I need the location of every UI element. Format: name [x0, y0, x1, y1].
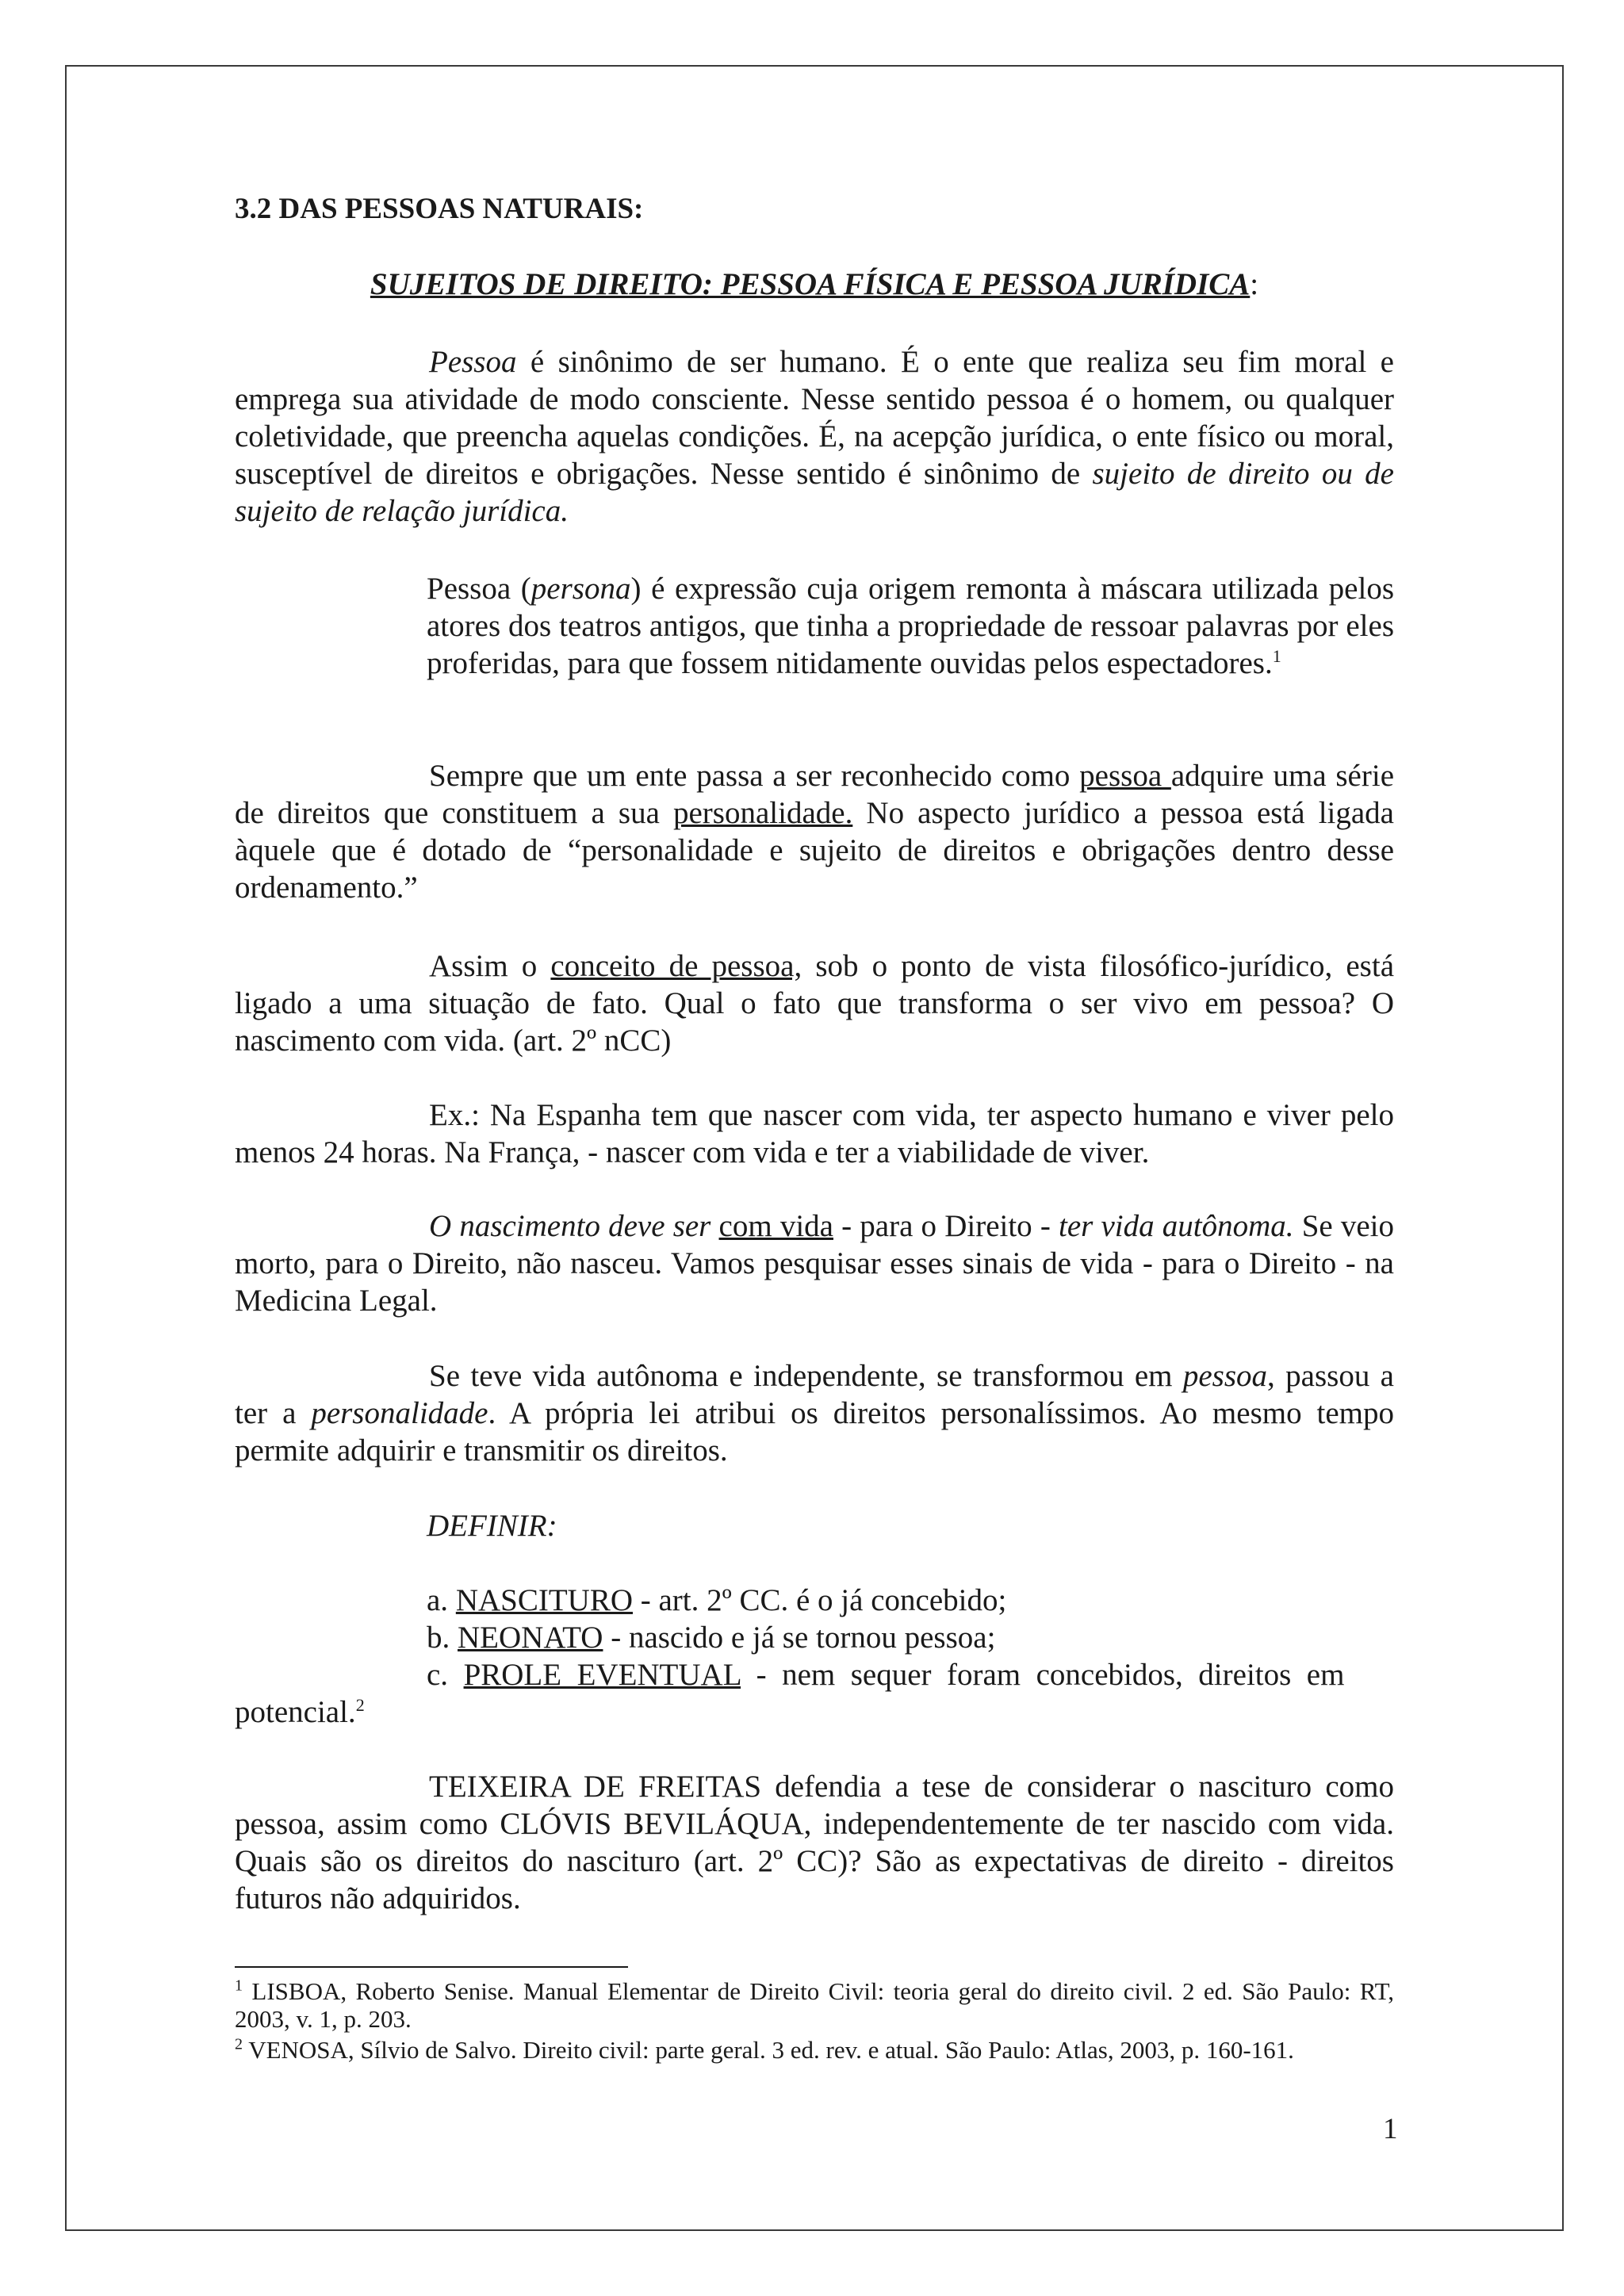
italic-sujeito-de-direito: sujeito de direito ou de sujeito de relação jurídica. [235, 457, 1394, 528]
footnote-separator [235, 1966, 628, 1968]
footnote-1: $^1$ LISBOA, Roberto Senise. Manual Elementar de Direito Civil: teoria geral do direito civil. 2 ed. São Paulo: RT, 2003, v. 1, p. 203. [235, 1976, 1394, 2033]
define-label: DEFINIR: [427, 1509, 557, 1543]
underlined-personalidade: personalidade. [673, 796, 853, 830]
underlined-com-vida: com vida [718, 1209, 833, 1243]
paragraph-nascimento-com-vida: O nascimento deve ser com vida - para o Direito - ter vida autônoma. Se veio morto, para o Direito, não nasceu. Vamos pesquisar esses sinais de vida - para o Direito - na Medicina Legal. [235, 1209, 1394, 1318]
footnote-2: $^2$ VENOSA, Sílvio de Salvo. Direito civil: parte geral. 3 ed. rev. e atual. São Paulo: Atlas, 2003, p. 160-161. [235, 2035, 1294, 2064]
term-pessoa: Pessoa [429, 345, 517, 379]
definition-item-neonato: b. NEONATO - nascido e já se tornou pessoa; [427, 1621, 996, 1655]
paragraph-teixeira-de-freitas: TEIXEIRA DE FREITAS defendia a tese de considerar o nascituro como pessoa, assim como CLÓVIS BEVILÁQUA, independentemente de ter nascido com vida. Quais são os direitos do nascituro (art. 2º CC)? São as expectativas de direito - direitos futuros não adquiridos. [235, 1770, 1394, 1915]
underlined-pessoa: pessoa [1079, 759, 1171, 793]
page-number: 1 [1383, 2113, 1398, 2145]
title-text: SUJEITOS DE DIREITO: PESSOA FÍSICA E PESSOA JURÍDICA [370, 267, 1251, 301]
block-quote-persona: Pessoa (persona) é expressão cuja origem remonta à máscara utilizada pelos atores dos teatros antigos, que tinha a propriedade de ressoar palavras por eles proferidas, para que fossem nitidamente ouvidas pelos espectadores.$^1$ [427, 572, 1394, 680]
term-persona: persona [530, 572, 631, 606]
section-heading: 3.2 DAS PESSOAS NATURAIS: [235, 193, 644, 225]
title-colon: : [1250, 267, 1259, 301]
paragraph-vida-autonoma: Se teve vida autônoma e independente, se transformou em pessoa, passou a ter a personalidade. A própria lei atribui os direitos personalíssimos. Ao mesmo tempo permite adquirir e transmitir os direitos. [235, 1359, 1394, 1468]
underlined-conceito-de-pessoa: conceito de pessoa, [550, 949, 802, 983]
footnote-ref-2: 2 [355, 1695, 365, 1715]
paragraph-example: Ex.: Na Espanha tem que nascer com vida, ter aspecto humano e viver pelo menos 24 horas. Na França, - nascer com vida e ter a viabilidade de viver. [235, 1098, 1394, 1169]
definition-item-prole-eventual: c. PROLE EVENTUAL - nem sequer foram concebidos, direitos em [427, 1658, 1345, 1692]
paragraph-personalidade: Sempre que um ente passa a ser reconhecido como pessoa adquire uma série de direitos que constituem a sua personalidade. No aspecto jurídico a pessoa está ligada àquele que é dotado de “personalidade e sujeito de direitos e obrigações dentro desse ordenamento.” [235, 759, 1395, 905]
document-title [235, 266, 1394, 302]
paragraph-conceito-de-pessoa: Assim o conceito de pessoa, sob o ponto de vista filosófico-jurídico, está ligado a uma situação de fato. Qual o fato que transforma o ser vivo em pessoa? O nascimento com vida. (art. 2º nCC) [235, 949, 1394, 1058]
footnote-ref-1: 1 [1272, 646, 1281, 666]
definition-item-nascituro: a. NASCITURO - art. 2º CC. é o já concebido; [427, 1583, 1007, 1617]
definition-list [427, 1582, 1394, 1693]
definition-tail: potencial.$^2$ [235, 1695, 365, 1729]
paragraph-pessoa-definition: Pessoa é sinônimo de ser humano. É o ente que realiza seu fim moral e emprega sua atividade de modo consciente. Nesse sentido pessoa é o homem, ou qualquer coletividade, que preencha aquelas condições. É, na acepção jurídica, o ente físico ou moral, susceptível de direitos e obrigações. Nesse sentido é sinônimo de sujeito de direito ou de sujeito de relação jurídica. [235, 345, 1394, 528]
